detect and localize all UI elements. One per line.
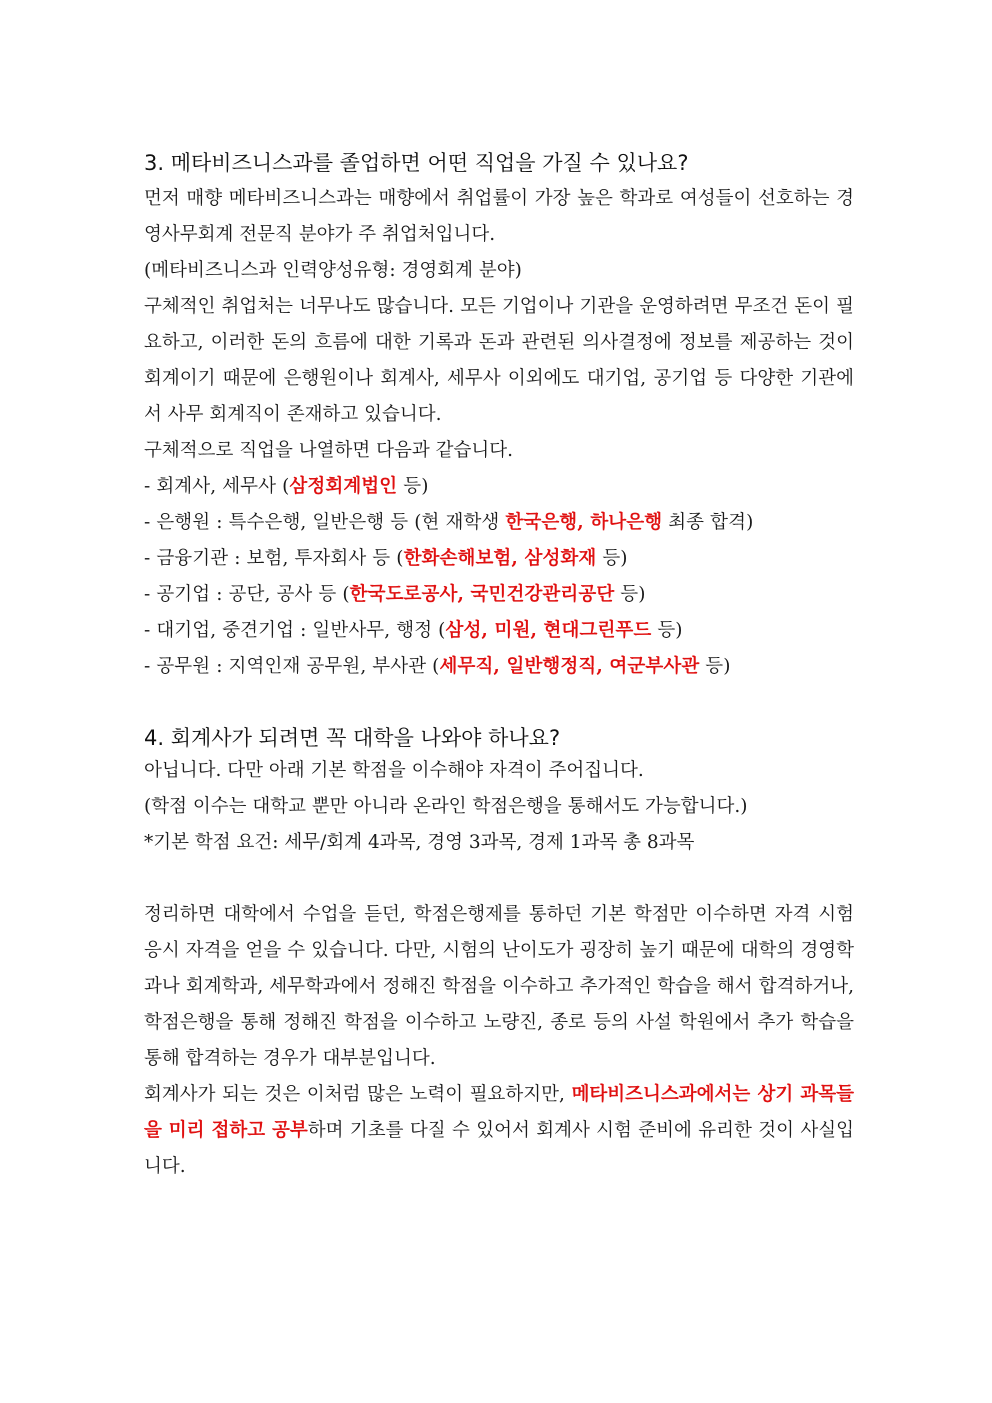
section-4-line-1: 아닙니다. 다만 아래 기본 학점을 이수해야 자격이 주어집니다. <box>144 759 644 781</box>
section-4-title: 4. 회계사가 되려면 꼭 대학을 나와야 하나요? <box>144 726 561 751</box>
section-3-body: 구체적인 취업처는 너무나도 많습니다. 모든 기업이나 기관을 운영하려면 무조건 돈이 필요하고, 이러한 돈의 흐름에 대한 기록과 돈과 관련된 의사결정에 정보를 제공하는 것이 회계이기 때문에 은행원이나 회계사, 세무사 이외에도 대기업, 공기업 등 다양한 기관에서 사무 회계직이 존재하고 있습니다. <box>144 296 854 426</box>
job-list-item: - 금융기관 : 보험, 투자회사 등 (한화손해보험, 삼성화재 등) <box>144 548 628 570</box>
section-4-paragraph-1: 정리하면 대학에서 수업을 듣던, 학점은행제를 통하던 기본 학점만 이수하면 자격 시험 응시 자격을 얻을 수 있습니다. 다만, 시험의 난이도가 굉장히 높기 때문에 대학의 경영학과나 회계학과, 세무학과에서 정해진 학점을 이수하고 추가적인 학습을 해서 합격하거나, 학점은행을 통해 정해진 학점을 이수하고 노량진, 종로 등의 사설 학원에서 추가 학습을 통해 합격하는 경우가 대부분입니다. <box>144 903 854 1069</box>
section-3-title: 3. 메타비즈니스과를 졸업하면 어떤 직업을 가질 수 있나요? <box>144 151 689 175</box>
job-list-item: - 대기업, 중견기업 : 일반사무, 행정 (삼성, 미원, 현대그린푸드 등) <box>144 620 683 642</box>
section-4-line-3: *기본 학점 요건: 세무/회계 4과목, 경영 3과목, 경제 1과목 총 8과목 <box>144 831 695 853</box>
section-4-line-2: (학점 이수는 대학교 뿐만 아니라 온라인 학점은행을 통해서도 가능합니다.) <box>144 795 748 817</box>
job-list <box>144 469 854 685</box>
document-page <box>144 150 854 1185</box>
job-list-item: - 은행원 : 특수은행, 일반은행 등 (현 재학생 한국은행, 하나은행 최종 합격) <box>144 512 754 534</box>
job-list-item: - 회계사, 세무사 (삼정회계법인 등) <box>144 476 429 498</box>
section-4 <box>144 725 854 1184</box>
section-3-type-note: (메타비즈니스과 인력양성유형: 경영회계 분야) <box>144 260 522 282</box>
section-3 <box>144 150 854 685</box>
section-3-list-intro: 구체적으로 직업을 나열하면 다음과 같습니다. <box>144 440 513 462</box>
job-list-item: - 공무원 : 지역인재 공무원, 부사관 (세무직, 일반행정직, 여군부사관 등) <box>144 656 731 678</box>
section-4-paragraph-2: 회계사가 되는 것은 이처럼 많은 노력이 필요하지만, 메타비즈니스과에서는 상기 과목들을 미리 접하고 공부하며 기초를 다질 수 있어서 회계사 시험 준비에 유리한 것이 사실입니다. <box>144 1083 854 1177</box>
spacer <box>144 861 854 897</box>
section-3-intro: 먼저 매향 메타비즈니스과는 매향에서 취업률이 가장 높은 학과로 여성들이 선호하는 경영사무회계 전문직 분야가 주 취업처입니다. <box>144 188 854 246</box>
highlight-text: 메타비즈니스과에서는 상기 과목들을 미리 접하고 공부 <box>144 1083 854 1141</box>
job-list-item: - 공기업 : 공단, 공사 등 (한국도로공사, 국민건강관리공단 등) <box>144 584 646 606</box>
